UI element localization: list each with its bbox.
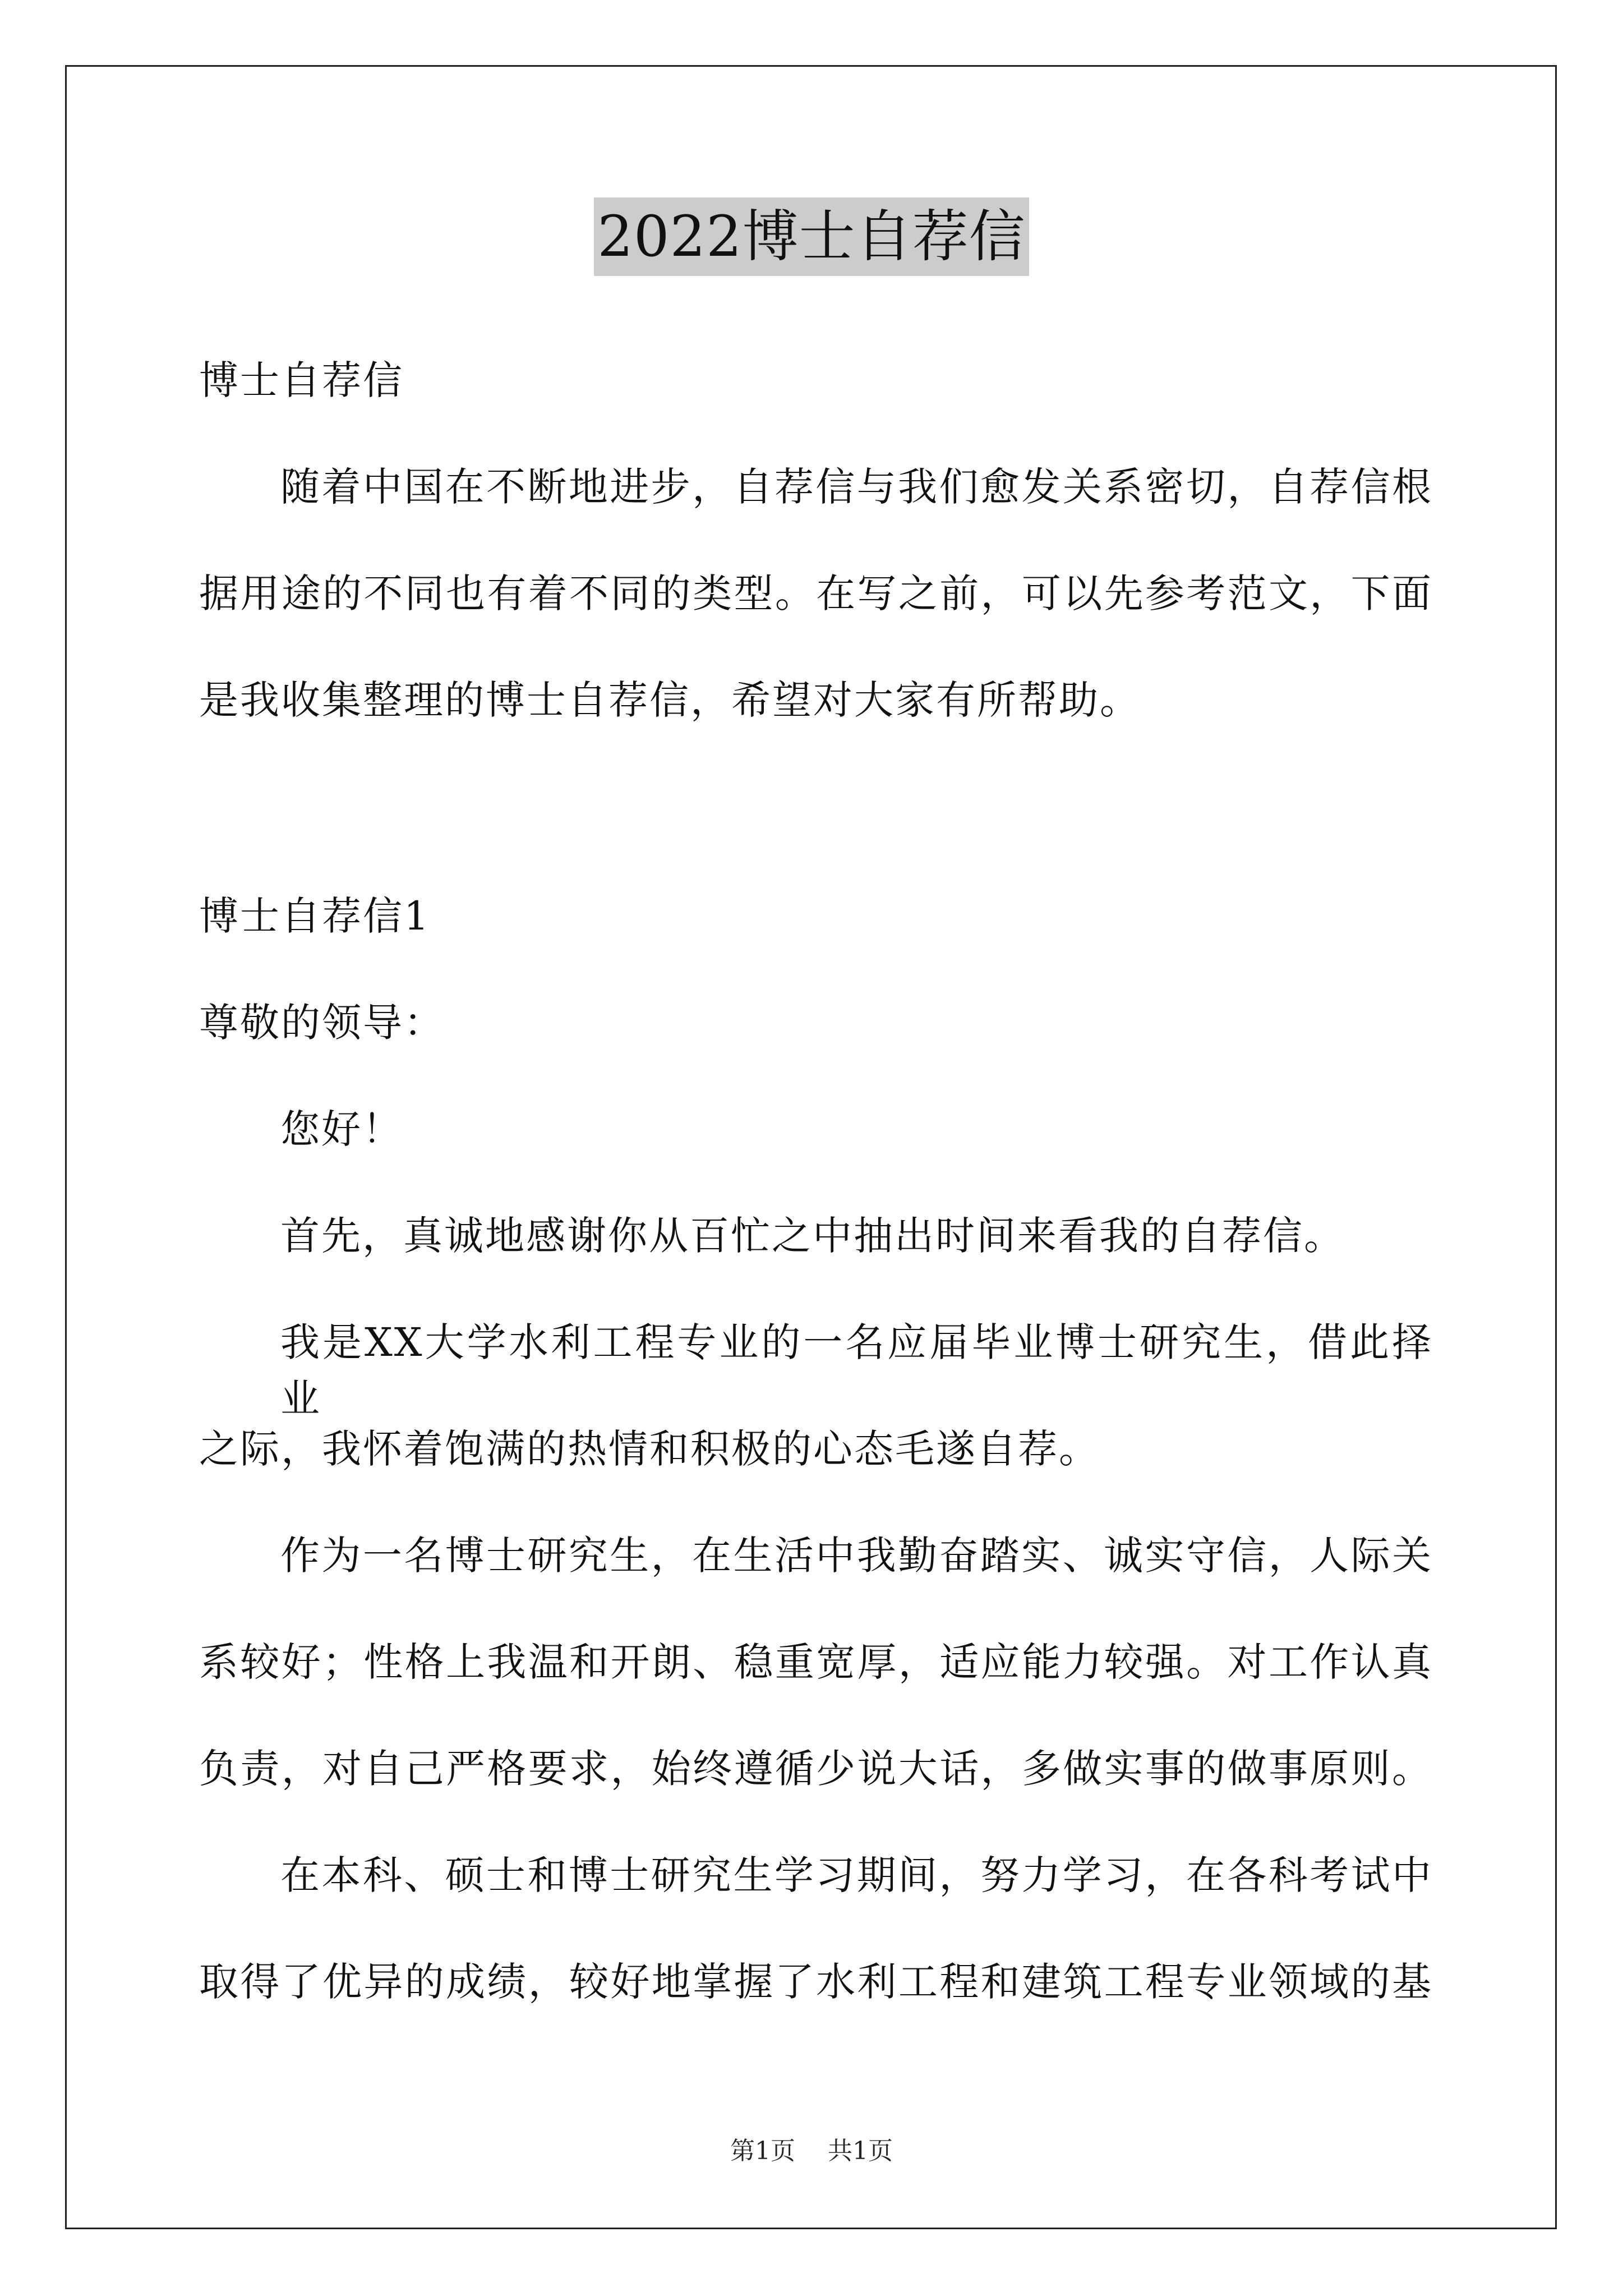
paragraph-line: 之际，我怀着饱满的热情和积极的心态毛遂自荐。 — [199, 1426, 1100, 1472]
paragraph-line: 作为一名博士研究生，在生活中我勤奋踏实、诚实守信，人际关 — [280, 1533, 1433, 1579]
page-number-total: 共1页 — [828, 2137, 893, 2165]
paragraph-line: 系较好；性格上我温和开朗、稳重宽厚，适应能力较强。对工作认真 — [199, 1639, 1433, 1685]
letter-heading: 博士自荐信1 — [199, 893, 431, 939]
page-footer — [0, 2134, 1623, 2168]
paragraph-line: 首先，真诚地感谢你从百忙之中抽出时间来看我的自荐信。 — [280, 1213, 1345, 1259]
paragraph-line: 取得了优异的成绩，较好地掌握了水利工程和建筑工程专业领域的基 — [199, 1959, 1433, 2005]
paragraph-line: 随着中国在不断地进步，自荐信与我们愈发关系密切，自荐信根 — [280, 464, 1433, 510]
paragraph-line: 是我收集整理的博士自荐信，希望对大家有所帮助。 — [199, 677, 1141, 723]
page-number-current: 第1页 — [730, 2137, 795, 2165]
paragraph-line: 据用途的不同也有着不同的类型。在写之前，可以先参考范文，下面 — [199, 570, 1433, 616]
document-title: 2022博士自荐信 — [594, 197, 1029, 276]
paragraph-line: 我是XX大学水利工程专业的一名应届毕业博士研究生，借此择业 — [280, 1319, 1433, 1421]
paragraph-line: 负责，对自己严格要求，始终遵循少说大话，多做实事的做事原则。 — [199, 1746, 1433, 1792]
salutation: 尊敬的领导： — [199, 1000, 445, 1046]
title-container — [0, 197, 1623, 276]
section-heading: 博士自荐信 — [199, 357, 404, 403]
greeting: 您好！ — [280, 1106, 403, 1152]
paragraph-line: 在本科、硕士和博士研究生学习期间，努力学习，在各科考试中 — [280, 1852, 1433, 1898]
